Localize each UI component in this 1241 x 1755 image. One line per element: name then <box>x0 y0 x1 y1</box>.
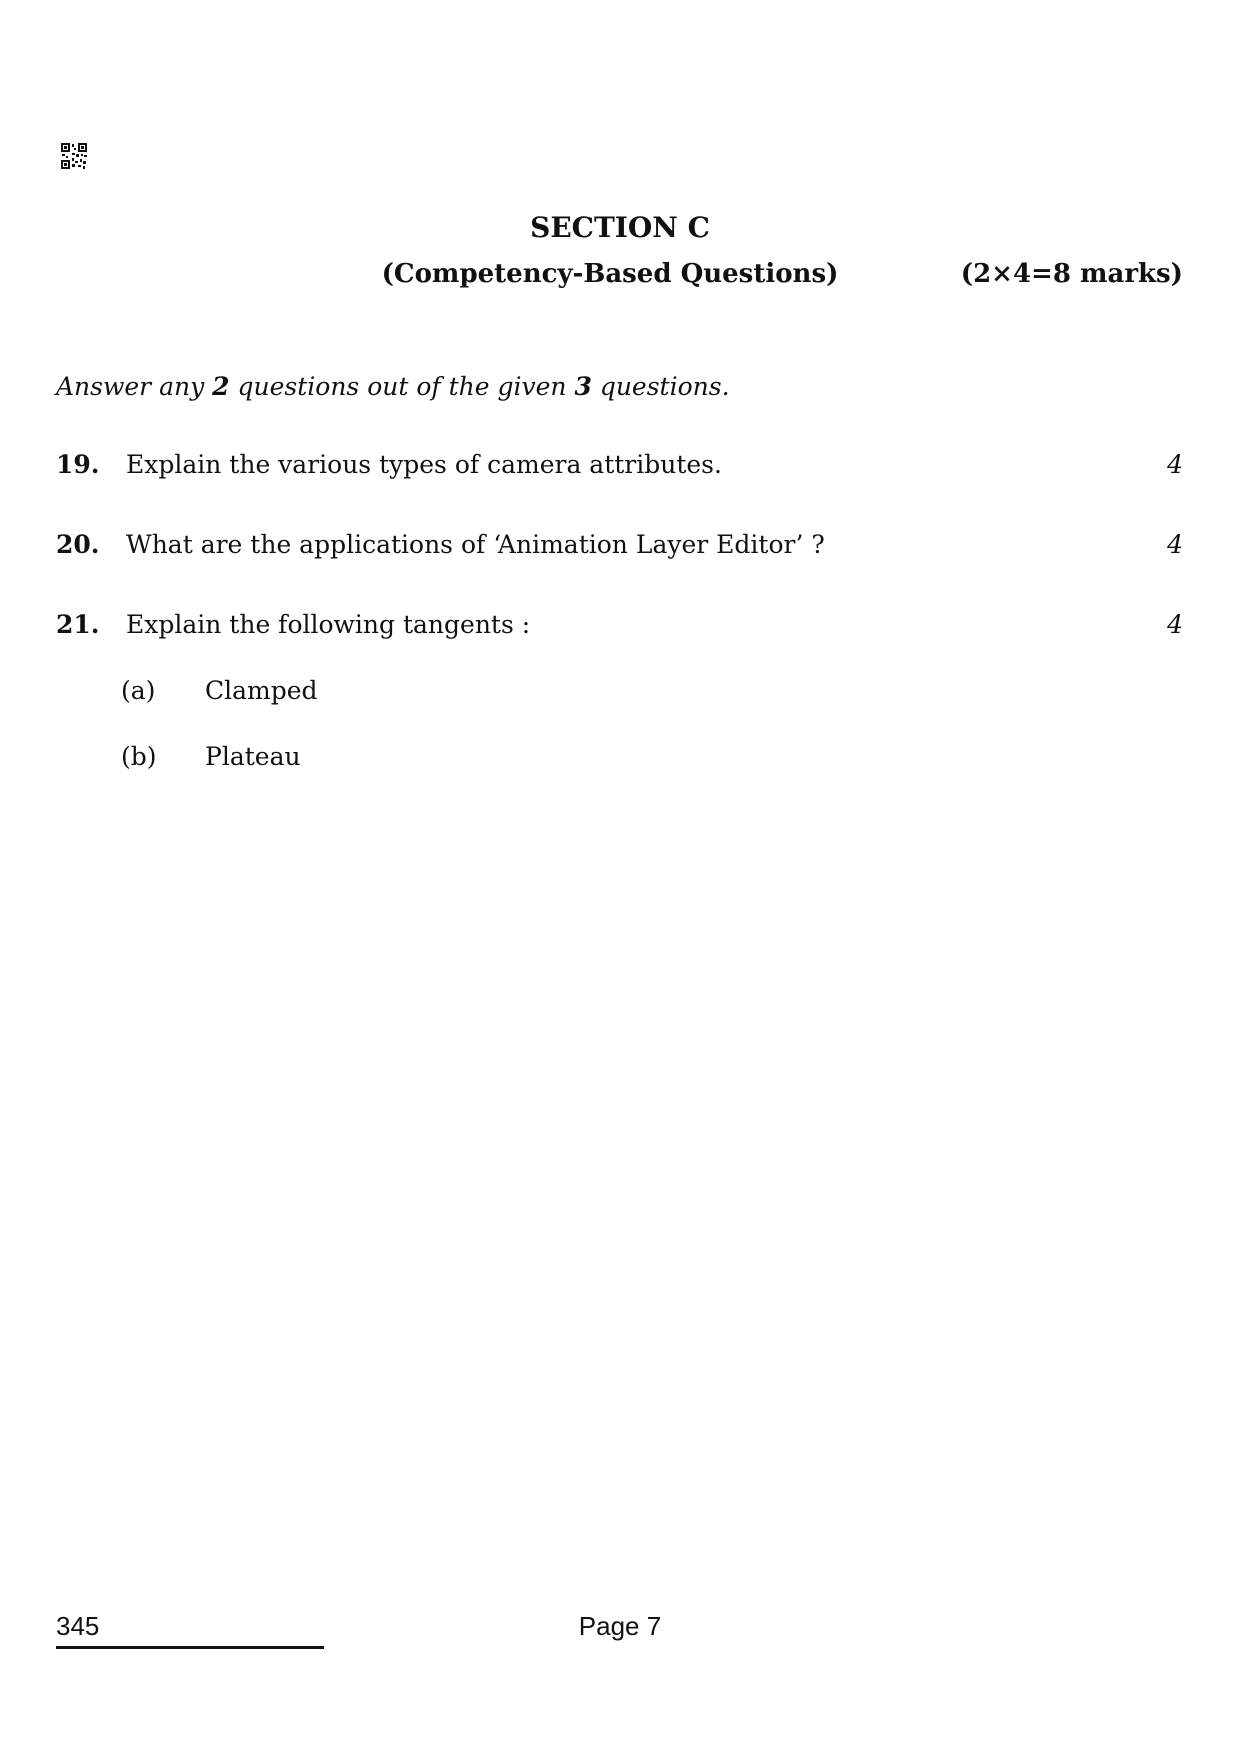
instruction-total-count: 3 <box>574 372 592 401</box>
question-20 <box>56 526 1183 564</box>
question-text: Explain the following tangents : <box>126 610 531 639</box>
section-marks: (2×4=8 marks) <box>960 259 1183 289</box>
instruction-middle: questions out of the given <box>229 372 575 401</box>
question-number: 21. <box>56 610 100 639</box>
paper-code: 345 <box>56 1611 100 1641</box>
section-subtitle: (Competency-Based Questions) <box>381 259 839 289</box>
section-title: SECTION C <box>530 211 710 244</box>
question-marks: 4 <box>1167 530 1183 559</box>
footer-rule <box>56 1646 324 1649</box>
question-marks: 4 <box>1167 450 1183 479</box>
question-text: Explain the various types of camera attributes. <box>126 450 722 479</box>
instruction <box>56 370 730 404</box>
sub-item-label: (a) <box>121 676 156 705</box>
instruction-suffix: questions. <box>591 372 730 401</box>
question-19 <box>56 446 1183 484</box>
qr-code-icon <box>61 143 87 169</box>
sub-item-text: Clamped <box>205 676 318 705</box>
instruction-answer-count: 2 <box>212 372 230 401</box>
question-number: 19. <box>56 450 100 479</box>
question-21 <box>56 606 1183 644</box>
question-number: 20. <box>56 530 100 559</box>
question-text: What are the applications of ‘Animation Layer Editor’ ? <box>126 530 825 559</box>
question-marks: 4 <box>1167 610 1183 639</box>
sub-item-text: Plateau <box>205 742 301 771</box>
instruction-prefix: Answer any <box>56 372 213 401</box>
page-number: Page 7 <box>578 1611 662 1641</box>
sub-item-label: (b) <box>121 742 157 771</box>
